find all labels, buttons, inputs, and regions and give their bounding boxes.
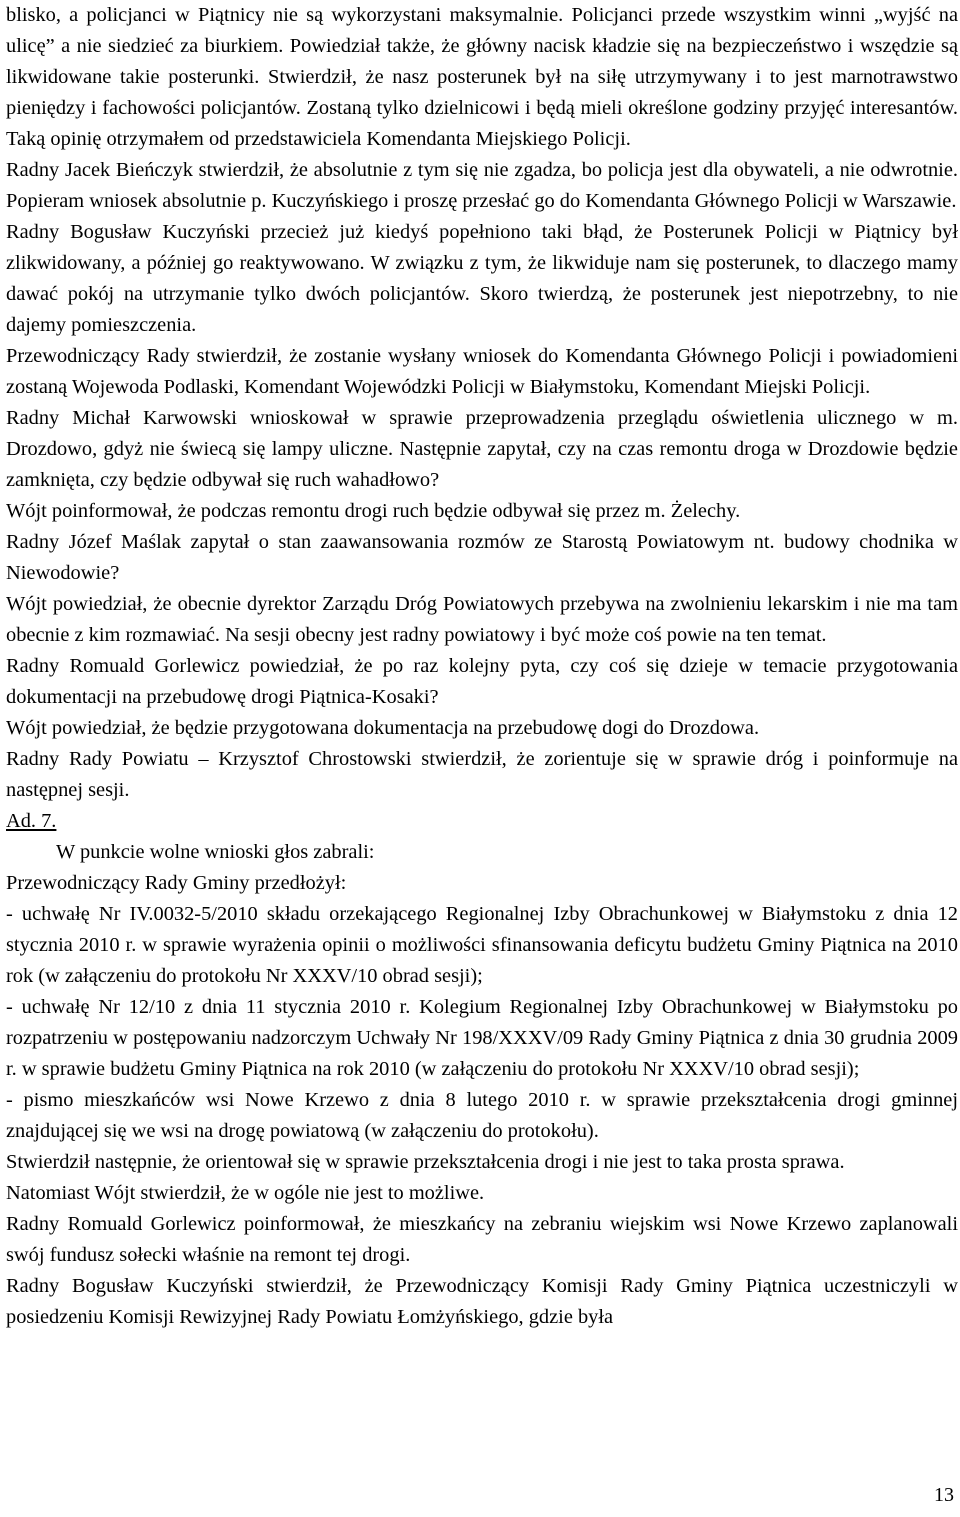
section-intro-line: W punkcie wolne wnioski głos zabrali: [56, 841, 375, 863]
section-heading-ad7: Ad. 7. [6, 810, 57, 832]
list-item-uchwala-12: - uchwałę Nr 12/10 z dnia 11 stycznia 2010 r. Kolegium Regionalnej Izby Obrachunkowej w Białymstoku po rozpatrzeniu w postępowaniu nadzorczym Uchwały Nr 198/XXXV/09 Rady Gminy Piątnica z dnia 30 grudnia 2009 r. w sprawie budżetu Gminy Piątnica na rok 2010 (w załączeniu do protokołu Nr XXXV/10 obrad sesji); [6, 996, 958, 1080]
paragraph-gorlewicz-kosaki: Radny Romuald Gorlewicz powiedział, że po raz kolejny pyta, czy coś się dzieje w temacie przygotowania dokumentacji na przebudowę drogi Piątnica-Kosaki? [6, 655, 958, 708]
paragraph-police-posterunek: blisko, a policjanci w Piątnicy nie są wykorzystani maksymalnie. Policjanci przede wszystkim winni „wyjść na ulicę” a nie siedzieć za biurkiem. Powiedział także, że główny nacisk kładzie się na bezpieczeństwo i wszędzie są likwidowane takie posterunki. Stwierdził, że nasz posterunek był na siłę utrzymywany i to jest marnotrawstwo pieniędzy i fachowości policjantów. Zostaną tylko dzielnicowi i będą mieli określone godziny przyjęć interesantów. Taką opinię otrzymałem od przedstawiciela Komendanta Miejskiego Policji. [6, 4, 958, 150]
paragraph-przewodniczacy-wniosek: Przewodniczący Rady stwierdził, że zostanie wysłany wniosek do Komendanta Głównego Policji i powiadomieni zostaną Wojewoda Podlaski, Komendant Wojewódzki Policji w Białymstoku, Komendant Miejski Policji. [6, 345, 958, 398]
paragraph-gorlewicz-fundusz: Radny Romuald Gorlewicz poinformował, że mieszkańcy na zebraniu wiejskim wsi Nowe Krzewo zaplanowali swój fundusz sołecki właśnie na remont tej drogi. [6, 1213, 958, 1266]
paragraph-wojt-dyrektor: Wójt powiedział, że obecnie dyrektor Zarządu Dróg Powiatowych przebywa na zwolnieniu lekarskim i nie ma tam obecnie z kim rozmawiać. Na sesji obecny jest radny powiatowy i być może coś powie na ten temat. [6, 593, 958, 646]
paragraph-wojt-niemozliwe: Natomiast Wójt stwierdził, że w ogóle nie jest to możliwe. [6, 1182, 485, 1204]
paragraph-kuczynski-posterunek: Radny Bogusław Kuczyński przecież już kiedyś popełniono taki błąd, że Posterunek Policji w Piątnicy był zlikwidowany, a później go reaktywowano. W związku z tym, że likwiduje nam się posterunek, to dlaczego mamy dawać pokój na utrzymanie tylko dwóch policjantów. Skoro twierdzą, że posterunek jest niepotrzebny, to nie dajemy pomieszczenia. [6, 221, 958, 336]
paragraph-wojt-drozdowo: Wójt powiedział, że będzie przygotowana dokumentacja na przebudowę dogi do Drozdowa. [6, 717, 760, 739]
document-page [6, 0, 958, 1333]
paragraph-bienczyk: Radny Jacek Bieńczyk stwierdził, że absolutnie z tym się nie zgadza, bo policja jest dla obywateli, a nie odwrotnie. Popieram wniosek absolutnie p. Kuczyńskiego i proszę przesłać go do Komendanta Głównego Policji w Warszawie. [6, 159, 958, 212]
paragraph-chrostowski: Radny Rady Powiatu – Krzysztof Chrostowski stwierdził, że zorientuje się w sprawie dróg i poinformuje na następnej sesji. [6, 748, 958, 801]
paragraph-maslak: Radny Józef Maślak zapytał o stan zaawansowania rozmów ze Starostą Powiatowym nt. budowy chodnika w Niewodowie? [6, 531, 958, 584]
list-item-uchwala-iv: - uchwałę Nr IV.0032-5/2010 składu orzekającego Regionalnej Izby Obrachunkowej w Białymstoku z dnia 12 stycznia 2010 r. w sprawie wyrażenia opinii o możliwości sfinansowania deficytu budżetu Gminy Piątnica na 2010 rok (w załączeniu do protokołu Nr XXXV/10 obrad sesji); [6, 903, 958, 987]
paragraph-karwowski: Radny Michał Karwowski wnioskował w sprawie przeprowadzenia przeglądu oświetlenia ulicznego w m. Drozdowo, gdyż nie świecą się lampy uliczne. Następnie zapytał, czy na czas remontu droga w Drozdowie będzie zamknięta, czy będzie odbywał się ruch wahadłowo? [6, 407, 958, 491]
list-item-pismo-nowe-krzewo: - pismo mieszkańców wsi Nowe Krzewo z dnia 8 lutego 2010 r. w sprawie przekształcenia drogi gminnej znajdującej się we wsi na drogę powiatową (w załączeniu do protokołu). [6, 1089, 958, 1142]
page-number: 13 [934, 1484, 954, 1506]
paragraph-kuczynski-komisja: Radny Bogusław Kuczyński stwierdził, że Przewodniczący Komisji Rady Gminy Piątnica uczestniczyli w posiedzeniu Komisji Rewizyjnej Rady Powiatu Łomżyńskiego, gdzie była [6, 1275, 958, 1328]
paragraph-wojt-zelechy: Wójt poinformował, że podczas remontu drogi ruch będzie odbywał się przez m. Żelechy. [6, 500, 741, 522]
paragraph-orientowal: Stwierdził następnie, że orientował się w sprawie przekształcenia drogi i nie jest to taka prosta sprawa. [6, 1151, 845, 1173]
paragraph-przedlozyl: Przewodniczący Rady Gminy przedłożył: [6, 872, 347, 894]
